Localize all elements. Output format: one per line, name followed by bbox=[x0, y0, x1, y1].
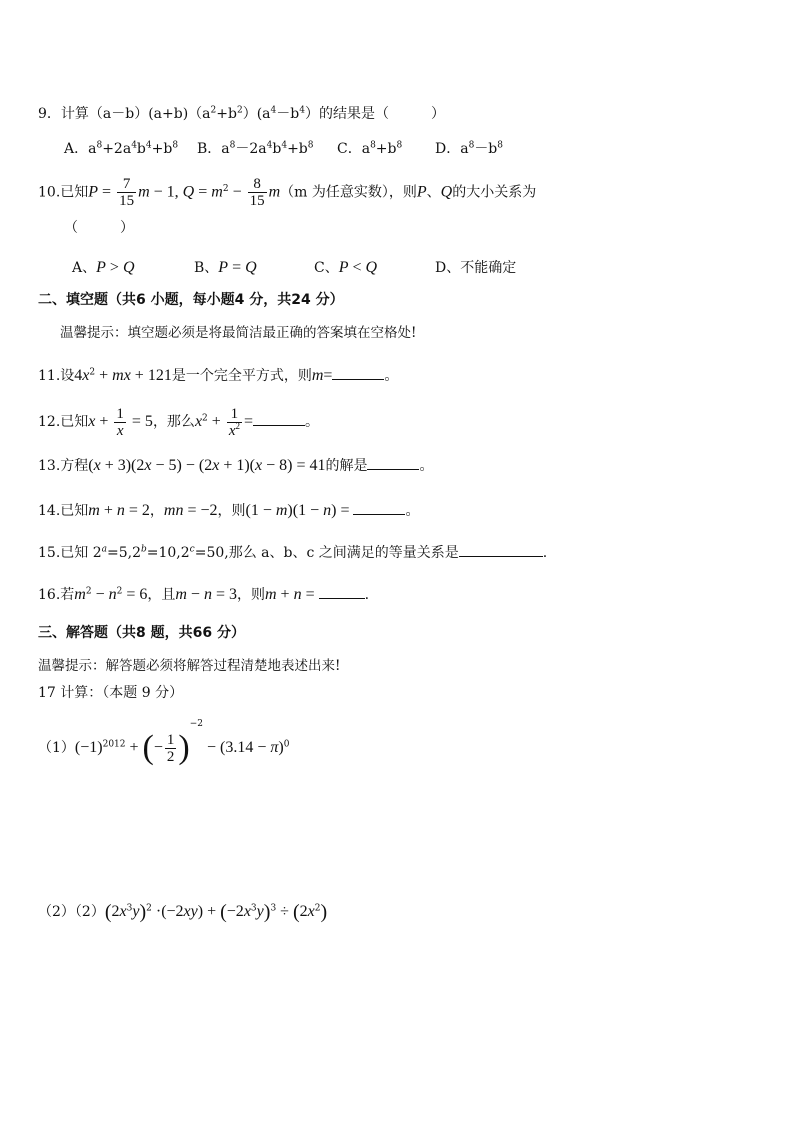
question-17-part-2: $(2)(2)(2x^3y)^2 \cdot(-2xy) + (-2x^3y)^3 \div (2x^2)$ bbox=[38, 901, 328, 923]
answer-blank[interactable] bbox=[319, 584, 365, 599]
option-b: B、P = Q bbox=[194, 259, 257, 276]
question-9-options bbox=[64, 139, 503, 159]
answer-blank[interactable] bbox=[353, 500, 405, 515]
section-3-title: 三、解答题（共8 题，共66 分） bbox=[38, 625, 245, 641]
answer-blank[interactable] bbox=[332, 365, 384, 380]
question-12: 12.已知x + $\frac{1}{x}$ = 5，那么$x^2$ + $\frac{1}{x^2}$ = 。 bbox=[38, 405, 320, 439]
fraction-7-15: $\frac{7}{15}$ bbox=[119, 176, 135, 209]
question-13: 13.方程(x + 3)(2x − 5) − (2x + 1)(x − 8) = 41的解是 。 bbox=[38, 457, 434, 474]
answer-blank[interactable] bbox=[367, 455, 419, 470]
section-2-title: 二、填空题（共6 小题，每小题4 分，共24 分） bbox=[38, 292, 344, 308]
option-a: A、P > Q bbox=[72, 259, 135, 276]
question-11: 11.设$4x^2$ + mx + 121是一个完全平方式，则m= 。 bbox=[38, 367, 399, 384]
option-c: C、P < Q bbox=[314, 259, 378, 276]
question-14: 14.已知m + n = 2，mn = −2，则(1 − m)(1 − n) = 。 bbox=[38, 502, 420, 519]
option-a: A．$a^8+2a^4b^4+b^8$ bbox=[64, 140, 179, 157]
option-b: B．$a^8-2a^4b^4+b^8$ bbox=[197, 140, 314, 157]
question-16: 16.若$m^2 - n^2 = 6$，且m − n = 3，则m + n = . bbox=[38, 586, 370, 603]
question-10-paren: （ ） bbox=[64, 220, 134, 236]
answer-blank[interactable] bbox=[253, 411, 305, 426]
option-c: C．$a^8+b^8$ bbox=[337, 140, 403, 157]
fraction-8-15: $\frac{8}{15}$ bbox=[249, 176, 265, 209]
section-3-tip: 温馨提示：解答题必须将解答过程清楚地表述出来! bbox=[38, 658, 341, 674]
answer-blank[interactable] bbox=[459, 542, 543, 557]
question-15: 15.已知 $2^a=5,2^b=10,2^c=50$,那么 a、b、c 之间满足的等量关系是 . bbox=[38, 542, 547, 563]
question-10: 10.已知P = $\frac{7}{15}$ m − 1, $Q = m^2$ − $\frac{8}{15}$ m（m 为任意实数），则P、Q的大小关系为 bbox=[38, 176, 537, 209]
question-10-options bbox=[72, 258, 516, 278]
option-d: D．$a^8-b^8$ bbox=[435, 140, 504, 157]
option-d: D、不能确定 bbox=[435, 260, 517, 276]
section-2-tip: 温馨提示：填空题必须是将最简洁最正确的答案填在空格处! bbox=[60, 325, 417, 341]
question-17-part-1: $(1)(-1)^{2012}$ + (− $\frac{1}{2}$ )$^{-2} - (3.14 - \pi)^0$ bbox=[38, 719, 290, 766]
question-17-title: 17 计算：（本题 9 分） bbox=[38, 685, 184, 701]
question-9: 9．计算$(a-b)(a+b)(a^2+b^2)(a^4-b^4)$的结果是（ ） bbox=[38, 105, 445, 122]
